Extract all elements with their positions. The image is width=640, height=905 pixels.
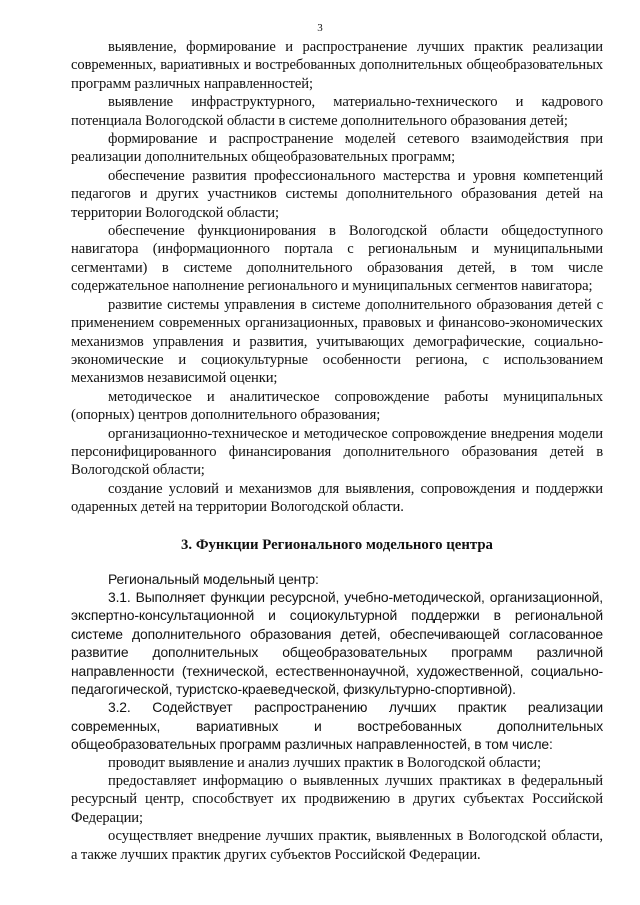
paragraph-methodical-support: методическое и аналитическое сопровождение работы муниципальных (опорных) центров дополнительного образования; xyxy=(71,388,603,424)
section-functions xyxy=(71,570,603,865)
paragraph-gifted-children: создание условий и механизмов для выявления, сопровождения и поддержки одаренных детей на территории Вологодской области. xyxy=(71,480,603,516)
paragraph-management-system: развитие системы управления в системе дополнительного образования детей с применением современных организационных, правовых и финансово-экономических механизмов управления и развития, учитывающих демографические, социально-экономические и социокультурные особенности региона, с использованием механизмов независимой оценки; xyxy=(71,296,603,387)
paragraph-professional-development: обеспечение развития профессионального мастерства и уровня компетенций педагогов и других участников системы дополнительного образования детей на территории Вологодской области; xyxy=(71,167,603,221)
paragraph-federal-center: предоставляет информацию о выявленных лучших практиках в федеральный ресурсный центр, способствует их продвижению в других субъектах Российской Федерации; xyxy=(71,773,603,826)
paragraph-best-practices: выявление, формирование и распространение лучших практик реализации современных, вариативных и востребованных дополнительных общеобразовательных программ различных направленностей; xyxy=(71,39,603,92)
paragraph-3-1: 3.1. Выполняет функции ресурсной, учебно-методической, организационной, экспертно-консультационной и социокультурной поддержки в региональной системе дополнительного образования детей, обеспечивающей согласованное развитие дополнительных общеобразовательных программ различной направленности (технической, естественнонаучной, художественной, социально-педагогической, туристско-краеведческой, физкультурно-спортивной). xyxy=(71,588,603,697)
paragraph-navigator: обеспечение функционирования в Вологодской области общедоступного навигатора (информационного портала с региональным и муниципальными сегментами) в системе дополнительного образования детей, в том числе содержательное наполнение регионального и муниципальных сегментов навигатора; xyxy=(71,223,603,295)
paragraph-center-intro: Региональный модельный центр: xyxy=(108,570,319,587)
paragraph-3-2: 3.2. Содействует распространению лучших практик реализации современных, вариативных и востребованных дополнительных общеобразовательных программ различных направленностей, в том числе: xyxy=(71,699,603,753)
page-number: 3 xyxy=(317,22,323,34)
document-body xyxy=(71,38,603,864)
paragraph-infrastructure: выявление инфраструктурного, материально-технического и кадрового потенциала Вологодской области в системе дополнительного образования детей; xyxy=(71,94,603,129)
paragraph-analysis: проводит выявление и анализ лучших практик в Вологодской области; xyxy=(108,754,541,771)
paragraph-network-models: формирование и распространение моделей сетевого взаимодействия при реализации дополнительных общеобразовательных программ; xyxy=(71,131,603,166)
paragraph-personified-financing: организационно-техническое и методическое сопровождение внедрения модели персонифицированного финансирования дополнительного образования детей в Вологодской области; xyxy=(71,425,603,479)
paragraph-implementation: осуществляет внедрение лучших практик, выявленных в Вологодской области, а также лучших практик других субъектов Российской Федерации. xyxy=(71,828,603,863)
section-heading: 3. Функции Регионального модельного центра xyxy=(181,536,493,553)
